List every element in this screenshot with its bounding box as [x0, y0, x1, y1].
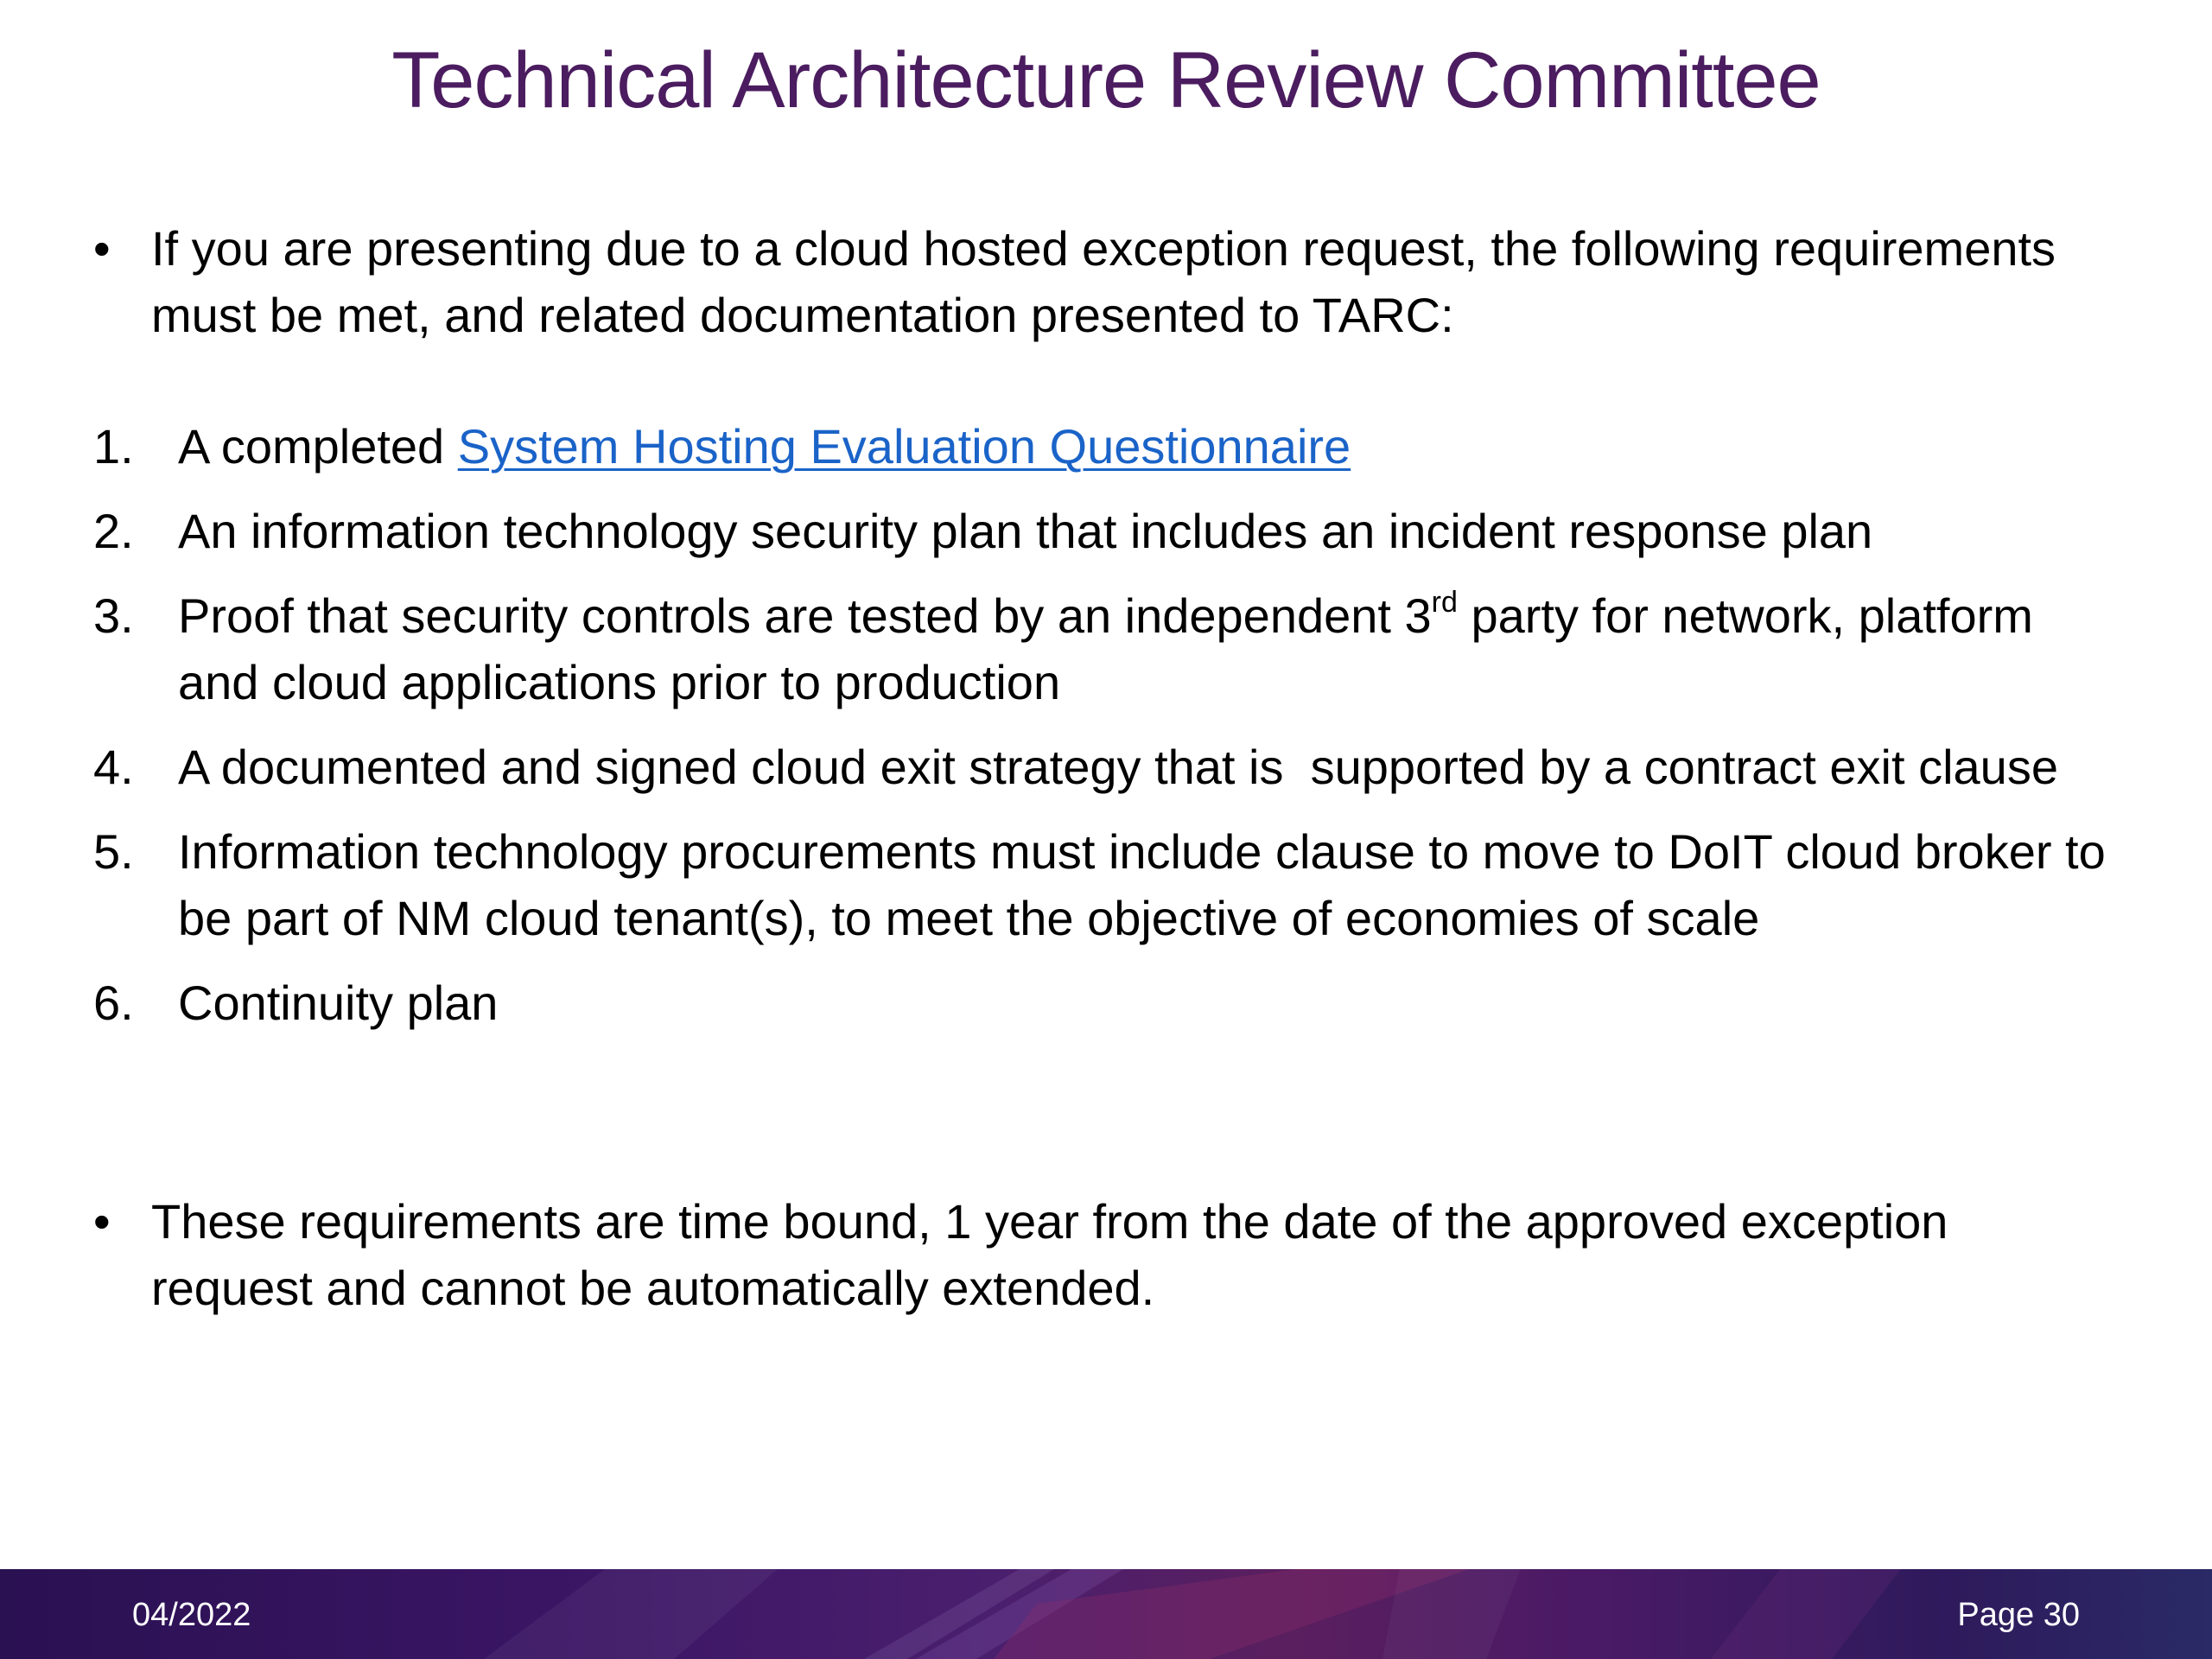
- footer-light-streak: [1382, 1569, 1521, 1659]
- list-item-prefix: A completed: [178, 419, 458, 474]
- footer-date: 04/2022: [132, 1597, 251, 1633]
- list-item-text: Information technology procurements must include clause to move to DoIT cloud broker to be part of NM cloud tenant(s), to meet the objective of economies of scale: [178, 824, 2106, 945]
- intro-bullet-text: If you are presenting due to a cloud hosted exception request, the following requirements must be met, and related documentation presented to TARC:: [151, 221, 2056, 342]
- footer-glow: [1711, 1569, 1901, 1659]
- page-number: Page 30: [1957, 1597, 2080, 1633]
- list-item-text: [178, 413, 2115, 480]
- requirements-list: [93, 413, 2115, 1054]
- list-item: [93, 498, 2115, 564]
- list-number: 3.: [93, 588, 134, 643]
- list-item-text-part: Proof that security controls are tested by an independent 3: [178, 588, 1432, 643]
- footer-light-streak: [484, 1569, 778, 1659]
- bullet-icon: •: [93, 1194, 111, 1249]
- list-number: 6.: [93, 976, 134, 1030]
- list-number: 2.: [93, 504, 134, 558]
- closing-bullet: [93, 1188, 2081, 1326]
- superscript: rd: [1431, 586, 1458, 619]
- list-item-text: An information technology security plan that includes an incident response plan: [178, 504, 1873, 558]
- list-item-text: A documented and signed cloud exit strategy that is supported by a contract exit clause: [178, 740, 2058, 794]
- list-item: [93, 582, 2115, 715]
- list-item: [93, 969, 2115, 1036]
- intro-bullet: [93, 215, 2081, 353]
- slide-title: Technical Architecture Review Committee: [391, 36, 1821, 124]
- list-item: [93, 413, 2115, 480]
- list-item: [93, 818, 2115, 951]
- list-item-text: [178, 582, 2115, 715]
- list-number: 5.: [93, 824, 134, 879]
- questionnaire-link[interactable]: System Hosting Evaluation Questionnaire: [457, 419, 1351, 474]
- bullet-icon: •: [93, 221, 111, 276]
- list-number: 4.: [93, 740, 134, 794]
- list-number: 1.: [93, 419, 134, 474]
- list-item-text-part: party for network, platform and cloud applications prior to production: [178, 588, 2033, 709]
- list-item-text: Continuity plan: [178, 976, 499, 1030]
- list-item: [93, 734, 2115, 800]
- closing-bullet-text: These requirements are time bound, 1 year from the date of the approved exception request and cannot be automatically extended.: [151, 1194, 1948, 1315]
- footer-bar: [0, 1569, 2212, 1659]
- footer-decoration: [0, 1569, 2212, 1659]
